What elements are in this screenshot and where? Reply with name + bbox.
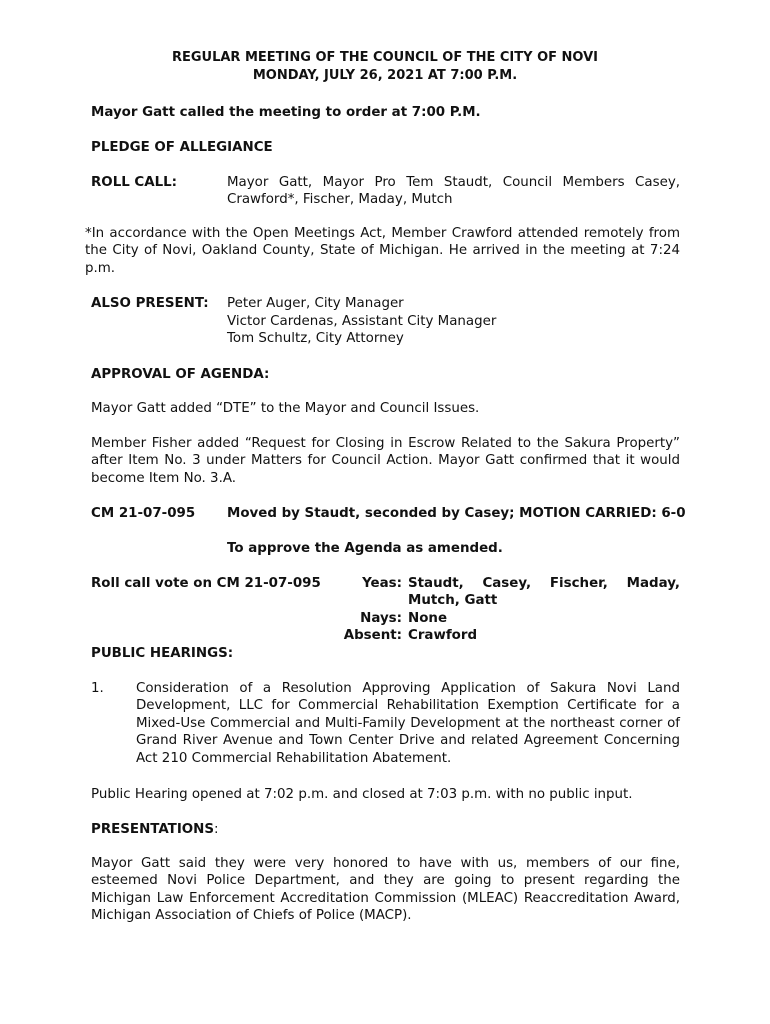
remote-attendance-note: *In accordance with the Open Meetings Act, Member Crawford attended remotely from the City of Novi, Oakland County, State of Michigan. He arrived in the meeting at 7:24 p.m. — [85, 226, 680, 276]
motion-text: Moved by Staudt, seconded by Casey; MOTION CARRIED: 6-0 — [227, 506, 686, 521]
hearing-item-text: Consideration of a Resolution Approving Application of Sakura Novi Land Development, LLC for Commercial Rehabilitation Exemption Certificate for a Mixed-Use Commercial and Multi-Family Development at the northeast corner of Grand River Avenue and Town Center Drive and related Agreement Concerning Act 210 Commercial Rehabilitation Abatement. — [136, 681, 680, 766]
also-present-name: Tom Schultz, City Attorney — [227, 331, 404, 346]
absent-label: Absent: — [343, 628, 402, 643]
also-present-label: ALSO PRESENT: — [91, 296, 209, 311]
also-present-name: Victor Cardenas, Assistant City Manager — [227, 314, 497, 329]
roll-call-vote-label: Roll call vote on CM 21-07-095 — [91, 576, 321, 591]
presentations-text: Mayor Gatt said they were very honored to have with us, members of our fine, esteemed Novi Police Department, and they are going to present regarding the Michigan Law Enforcement Accreditation Commission (MLEAC) Reaccreditation Award, Michigan Association of Chiefs of Police (MACP). — [91, 856, 680, 924]
meeting-date: MONDAY, JULY 26, 2021 AT 7:00 P.M. — [252, 68, 518, 83]
pledge-heading: PLEDGE OF ALLEGIANCE — [91, 140, 273, 155]
presentations-heading: PRESENTATIONS — [91, 822, 215, 837]
call-to-order: Mayor Gatt called the meeting to order at 7:00 P.M. — [91, 105, 481, 120]
nays-value: None — [408, 611, 448, 626]
public-hearings-heading: PUBLIC HEARINGS: — [91, 646, 234, 661]
absent-value: Crawford — [408, 628, 478, 643]
meeting-title: REGULAR MEETING OF THE COUNCIL OF THE CITY OF NOVI — [171, 50, 599, 65]
roll-call-members: Mayor Gatt, Mayor Pro Tem Staudt, Council Members Casey, Crawford*, Fischer, Maday, Mutch — [227, 175, 680, 208]
motion-action: To approve the Agenda as amended. — [227, 541, 503, 556]
roll-call-label: ROLL CALL: — [91, 175, 178, 190]
agenda-addition-sakura: Member Fisher added “Request for Closing in Escrow Related to the Sakura Property” after Item No. 3 under Matters for Council Action. Mayor Gatt confirmed that it would become Item No. 3.A. — [91, 436, 680, 486]
yeas-value: Staudt, Casey, Fischer, Maday, Mutch, Gatt — [408, 576, 680, 609]
yeas-label: Yeas: — [362, 576, 402, 591]
nays-label: Nays: — [360, 611, 402, 626]
agenda-addition-dte: Mayor Gatt added “DTE” to the Mayor and Council Issues. — [91, 401, 480, 416]
also-present-name: Peter Auger, City Manager — [227, 296, 404, 311]
hearing-note: Public Hearing opened at 7:02 p.m. and closed at 7:03 p.m. with no public input. — [91, 787, 633, 802]
motion-number: CM 21-07-095 — [91, 506, 196, 521]
presentations-colon: : — [214, 822, 219, 837]
hearing-item-number: 1. — [91, 681, 104, 696]
approval-of-agenda-heading: APPROVAL OF AGENDA: — [91, 367, 270, 382]
presentations-heading-line — [91, 821, 219, 838]
